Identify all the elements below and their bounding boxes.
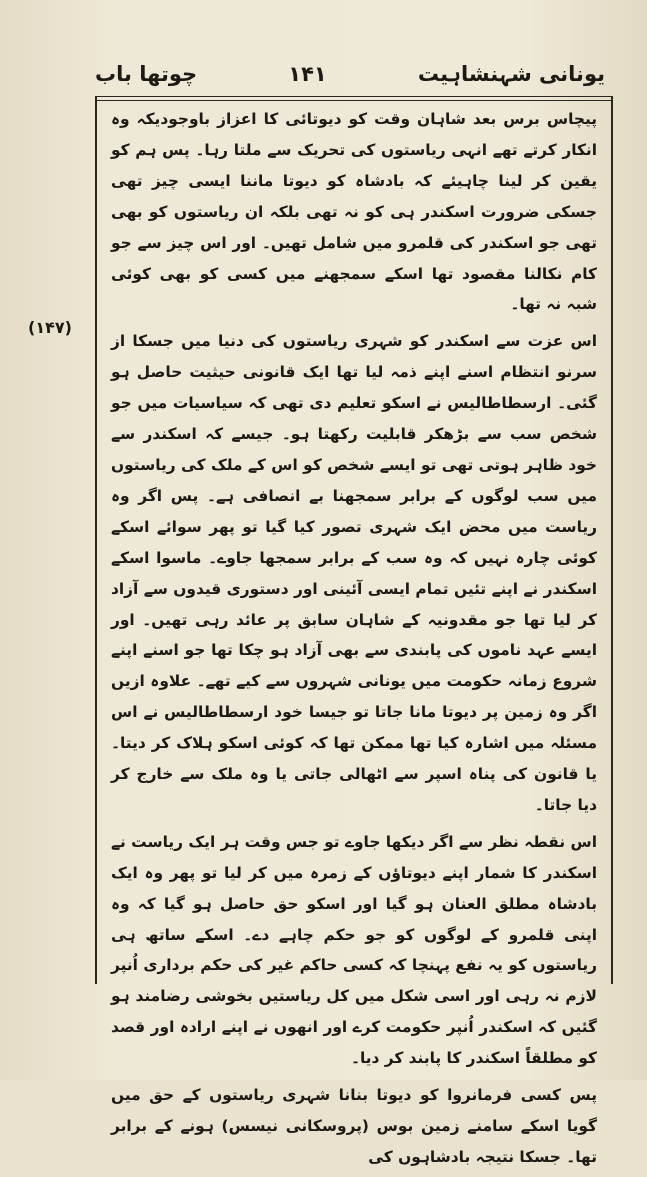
body-text (111, 104, 597, 1177)
paragraph-3: اس نقطہ نظر سے اگر دیکھا جاوے تو جس وقت ہر ایک ریاست نے اسکندر کا شمار اپنے دیوتاؤں کے زمرہ میں کر لیا تو پھر وہ ایک بادشاہ مطلق العنان ہو گیا اور اسکو حق حاصل ہو گیا کہ وہ اپنی قلمرو کے لوگوں کو جو حکم چاہے دے۔ اسکے ساتھ ہی ریاستوں کو یہ نفع پہنچا کہ کسی حاکم غیر کی حکم برداری اُنپر لازم نہ رہی اور اسی شکل میں کل ریاستیں بخوشی رضامند ہو گئیں کہ اسکندر اُنپر حکومت کرے اور انھوں نے اپنے ارادہ اور قصد کو مطلقاً اسکندر کا پابند کر دیا۔ (111, 832, 597, 1068)
running-header (95, 56, 605, 92)
text-frame (95, 96, 613, 1166)
paragraph-4: پس کسی فرمانروا کو دیوتا بنانا شہری ریاستوں کے حق میں گویا اسکے سامنے زمین بوس (پروسکانی نیسس) ہونے کے برابر تھا۔ جسکا نتیجہ بادشاہوں کی (111, 1086, 597, 1166)
margin-page-reference: (۱۴۷) (28, 318, 72, 337)
book-title: یونانی شہنشاہیت (417, 62, 605, 86)
page-number: ۱۴۱ (288, 62, 327, 86)
paragraph-2: اس عزت سے اسکندر کو شہری ریاستوں کی دنیا میں جسکا از سرنو انتظام اسنے اپنے ذمہ لیا تھا ایک قانونی حیثیت حاصل ہو گئی۔ ارسطاطالیس نے اسکو تعلیم دی تھی کہ سیاسیات میں جو شخص سب سے بڑھکر قابلیت رکھتا ہو۔ جیسے کہ اسکندر سے خود ظاہر ہوتی تھی تو ایسے شخص کو اس کے ملک کی ریاستوں میں سب لوگوں کے برابر سمجھنا بے انصافی ہے۔ پس اگر وہ ریاست میں محض ایک شہری تصور کیا گیا تو پھر سوائے اسکے کوئی چارہ نہیں کہ وہ سب کے برابر سمجھا جاوے۔ ماسوا اسکے اسکندر نے اپنے تئیں تمام ایسی آئینی اور دستوری قیدوں سے آزاد کر لیا تھا جو مقدونیہ کے شاہان سابق پر عائد رہی تھیں۔ اور ایسے عہد ناموں کی پابندی سے بھی آزاد ہو چکا تھا جو اسنے اپنے شروع زمانہ حکومت میں یونانی شہروں سے کیے تھے۔ علاوہ ازیں اگر وہ زمین پر دیوتا مانا جاتا تو جیسا خود ارسطاطالیس نے اس مسئلہ میں اشارہ کیا تھا ممکن تھا کہ کوئی اسکو ہلاک کر دیتا۔ یا قانون کی پناہ اسپر سے اٹھالی جاتی یا وہ ملک سے خارج کر دیا جاتا۔ (111, 332, 597, 814)
paragraph-1: پیچاس برس بعد شاہان وقت کو دیوتائی کا اعزاز باوجودیکہ وہ انکار کرتے تھے انہی ریاستوں کی تحریک سے ملتا رہا۔ پس ہم کو یقین کر لینا چاہیئے کہ بادشاہ کو دیوتا ماننا ایسی چیز تھی جسکی ضرورت اسکندر ہی کو نہ تھی بلکہ ان ریاستوں کو بھی تھی جو اسکندر کی قلمرو میں شامل تھیں۔ اور اس چیز سے جو کام نکالنا مقصود تھا اسکے سمجھنے میں کسی کو بھی کوئی شبہ نہ تھا۔ (111, 110, 597, 314)
chapter-title: چوتھا باب (95, 62, 198, 86)
